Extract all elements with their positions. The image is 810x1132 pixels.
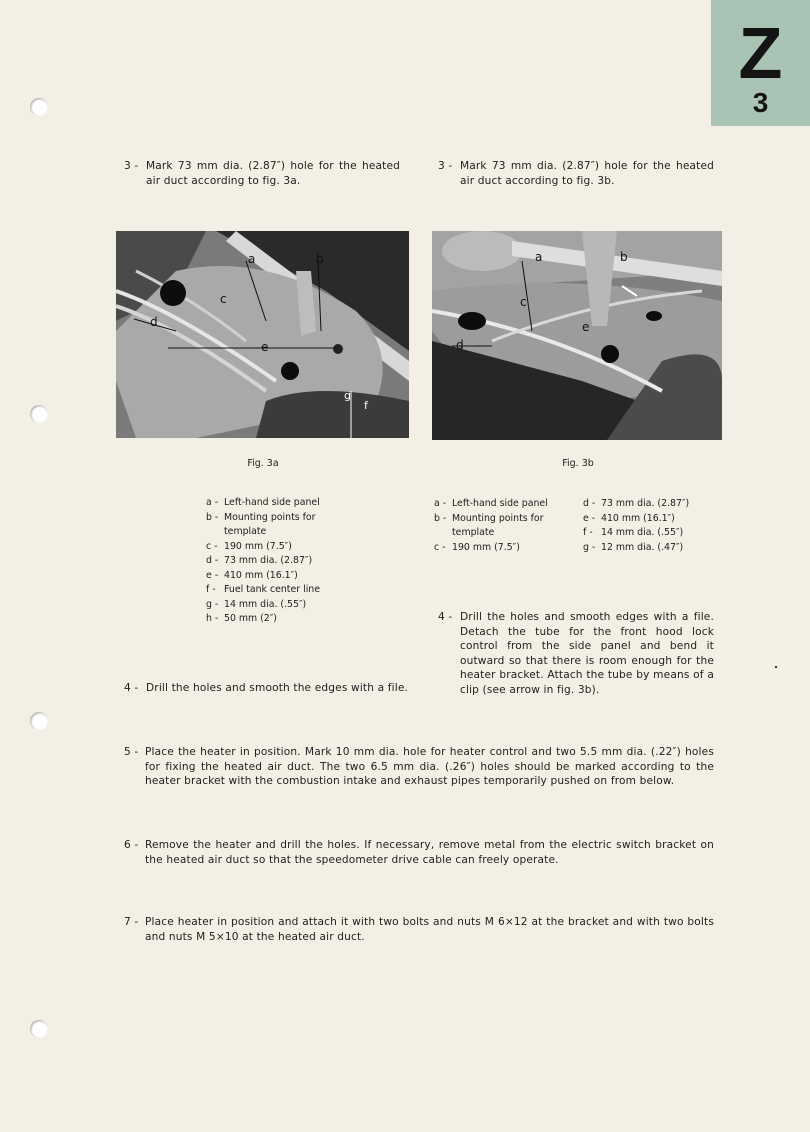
label-c: c bbox=[520, 295, 527, 309]
punch-hole bbox=[30, 405, 48, 423]
figure-3a-photo bbox=[116, 231, 409, 438]
punch-hole bbox=[30, 1020, 48, 1038]
step-6 bbox=[124, 838, 714, 867]
label-d: d bbox=[150, 315, 158, 329]
legend-item: c - 190 mm (7.5″) bbox=[434, 541, 520, 553]
label-b: b bbox=[620, 250, 628, 264]
figure-3b-illustration bbox=[432, 231, 722, 440]
legend-item: d - 73 mm dia. (2.87″) bbox=[583, 498, 690, 509]
figure-3b-legend-col2 bbox=[583, 497, 713, 555]
step-7 bbox=[124, 915, 714, 944]
left-step-3 bbox=[124, 159, 400, 188]
section-letter: Z bbox=[738, 14, 783, 94]
step-number: 6 - bbox=[124, 839, 139, 851]
section-tab bbox=[711, 0, 810, 126]
figure-3a-illustration bbox=[116, 231, 409, 438]
legend-item: g - 14 mm dia. (.55″) bbox=[206, 598, 307, 610]
step-number: 4 - bbox=[124, 682, 139, 694]
legend-item: e - 410 mm (16.1″) bbox=[583, 512, 675, 524]
punch-hole bbox=[30, 712, 48, 730]
figure-3b-photo bbox=[432, 231, 722, 440]
legend-item: d - 73 mm dia. (2.87″) bbox=[206, 555, 313, 566]
figure-3b-legend-col1 bbox=[434, 497, 564, 555]
label-a: a bbox=[248, 252, 256, 266]
label-a: a bbox=[535, 250, 543, 264]
legend-item: e - 410 mm (16.1″) bbox=[206, 569, 298, 581]
label-d: d bbox=[456, 338, 464, 352]
step-number: 7 - bbox=[124, 916, 139, 928]
step-text: Mark 73 mm dia. (2.87″) hole for the heated air duct according to fig. 3a. bbox=[146, 160, 400, 187]
legend-item: h - 50 mm (2″) bbox=[206, 613, 277, 624]
figure-3b-caption: Fig. 3b bbox=[562, 458, 594, 469]
legend-item: g - 12 mm dia. (.47″) bbox=[583, 541, 684, 553]
step-text: Drill the holes and smooth edges with a file. Detach the tube for the front hood lock control from the side panel and bend it outward so that there is room enough for the heater bracket. Attach the tube by means of a clip (see arrow in fig. 3b). bbox=[460, 611, 714, 696]
step-number: 5 - bbox=[124, 746, 139, 758]
punch-hole bbox=[30, 98, 48, 116]
legend-item: f - Fuel tank center line bbox=[206, 584, 321, 595]
step-5 bbox=[124, 745, 714, 789]
label-e: e bbox=[582, 320, 590, 334]
label-f: f bbox=[364, 399, 368, 412]
page-speck bbox=[775, 666, 777, 668]
step-number: 4 - bbox=[438, 611, 453, 623]
right-step-3 bbox=[438, 159, 714, 188]
right-step-4 bbox=[438, 610, 714, 698]
step-text: Place the heater in position. Mark 10 mm dia. hole for heater control and two 5.5 mm dia. (.22″) holes for fixing the heated air duct. The two 6.5 mm dia. (.26″) holes should be marked according to the heater bracket with the combustion intake and exhaust pipes temporarily pushed on from below. bbox=[145, 746, 714, 788]
step-number: 3 - bbox=[438, 160, 453, 172]
legend-item: b - Mounting points for template bbox=[206, 511, 316, 537]
left-step-4 bbox=[124, 681, 414, 696]
step-text: Place heater in position and attach it with two bolts and nuts M 6×12 at the bracket and with two bolts and nuts M 5×10 at the heated air duct. bbox=[145, 916, 714, 943]
label-e: e bbox=[261, 340, 269, 354]
label-b: b bbox=[316, 252, 324, 266]
label-g: g bbox=[344, 389, 351, 402]
step-text: Mark 73 mm dia. (2.87″) hole for the heated air duct according to fig. 3b. bbox=[460, 160, 714, 187]
section-number: 3 bbox=[752, 87, 769, 118]
step-text: Remove the heater and drill the holes. If necessary, remove metal from the electric switch bracket on the heated air duct so that the speedometer drive cable can freely operate. bbox=[145, 839, 714, 866]
step-number: 3 - bbox=[124, 160, 139, 172]
legend-item: f - 14 mm dia. (.55″) bbox=[583, 527, 684, 538]
label-c: c bbox=[220, 292, 227, 306]
figure-3a-caption: Fig. 3a bbox=[247, 458, 279, 469]
legend-item: c - 190 mm (7.5″) bbox=[206, 540, 292, 552]
legend-item: a - Left-hand side panel bbox=[206, 497, 320, 508]
figure-3a-legend bbox=[206, 496, 366, 627]
step-text: Drill the holes and smooth the edges with a file. bbox=[146, 682, 409, 694]
legend-item: a - Left-hand side panel bbox=[434, 498, 548, 509]
legend-item: b - Mounting points for template bbox=[434, 512, 544, 538]
